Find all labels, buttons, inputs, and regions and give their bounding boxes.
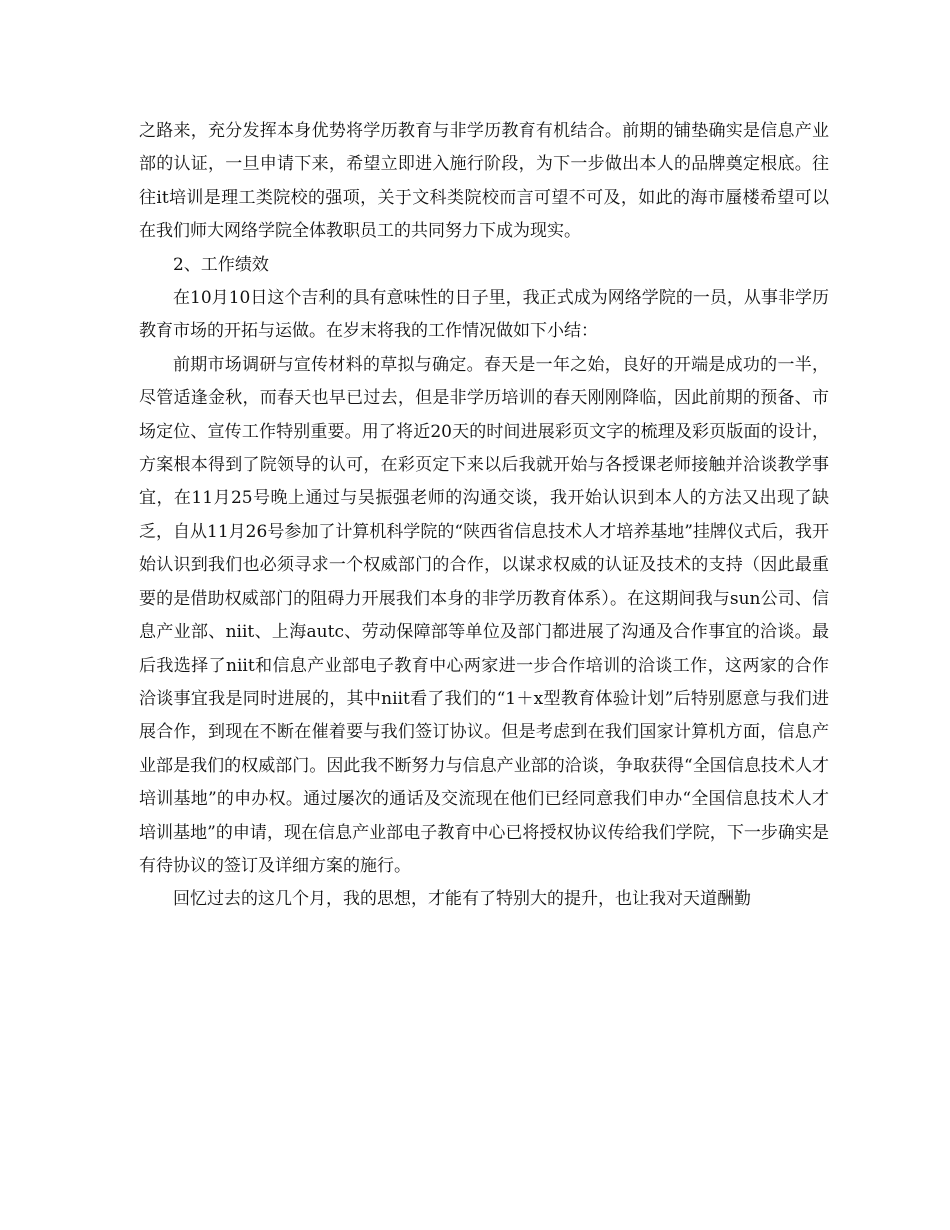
paragraph-intro-continued: 之路来，充分发挥本身优势将学历教育与非学历教育有机结合。前期的铺垫确实是信息产业部的认证，一旦申请下来，希望立即进入施行阶段，为下一步做出本人的品牌奠定根底。往往it培训是理工类院校的强项，关于文科类院校而言可望不可及，如此的海市蜃楼希望可以在我们师大网络学院全体教职员工的共同努力下成为现实。: [139, 121, 829, 242]
paragraph-reflection: 回忆过去的这几个月，我的思想，才能有了特别大的提升，也让我对天道酬勤: [173, 889, 751, 910]
document-body: [139, 115, 829, 917]
paragraph-join-date: 在10月10日这个吉利的具有意味性的日子里，我正式成为网络学院的一员，从事非学历教育市场的开拓与运做。在岁末将我的工作情况做如下小结：: [139, 288, 829, 342]
section-heading-work-performance: 2、工作绩效: [173, 254, 269, 275]
paragraph-market-research: 前期市场调研与宣传材料的草拟与确定。春天是一年之始，良好的开端是成功的一半，尽管适逢金秋，而春天也早已过去，但是非学历培训的春天刚刚降临，因此前期的预备、市场定位、宣传工作特别重要。用了将近20天的时间进展彩页文字的梳理及彩页版面的设计，方案根本得到了院领导的认可，在彩页定下来以后我就开始与各授课老师接触并洽谈教学事宜，在11月25号晚上通过与吴振强老师的沟通交谈，我开始认识到本人的方法又出现了缺乏，自从11月26号参加了计算机科学院的“陕西省信息技术人才培养基地”挂牌仪式后，我开始认识到我们也必须寻求一个权威部门的合作，以谋求权威的认证及技术的支持（因此最重要的是借助权威部门的阻碍力开展我们本身的非学历教育体系）。在这期间我与sun公司、信息产业部、niit、上海autc、劳动保障部等单位及部门都进展了沟通及合作事宜的洽谈。最后我选择了niit和信息产业部电子教育中心两家进一步合作培训的洽谈工作，这两家的合作洽谈事宜我是同时进展的，其中niit看了我们的“1＋x型教育体验计划”后特别愿意与我们进展合作，到现在不断在催着要与我们签订协议。但是考虑到在我们国家计算机方面，信息产业部是我们的权威部门。因此我不断努力与信息产业部的洽谈，争取获得“全国信息技术人才培训基地”的申办权。通过屡次的通话及交流现在他们已经同意我们申办“全国信息技术人才培训基地”的申请，现在信息产业部电子教育中心已将授权协议传给我们学院，下一步确实是有待协议的签订及详细方案的施行。: [139, 354, 829, 876]
